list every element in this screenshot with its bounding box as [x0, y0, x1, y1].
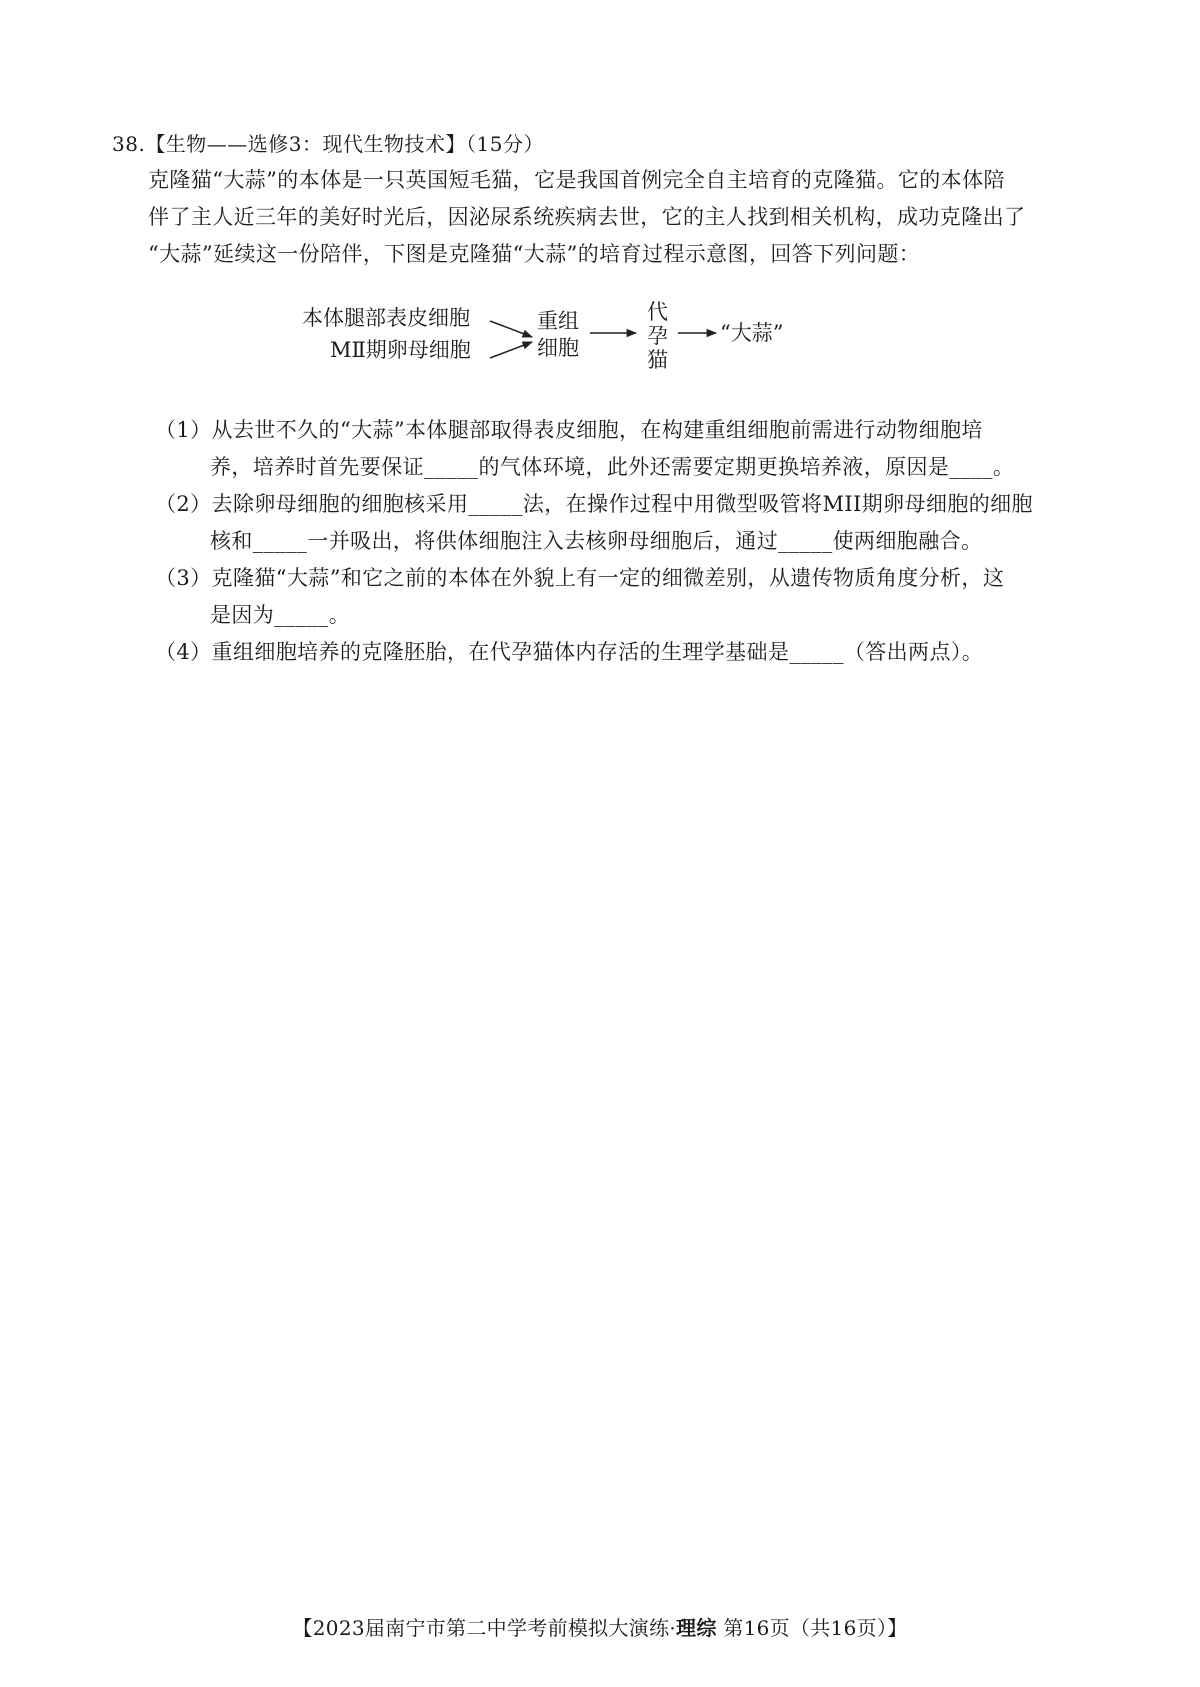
- subquestion-line: 养，培养时首先要保证_____的气体环境，此外还需要定期更换培养液，原因是____。: [210, 455, 1015, 479]
- subquestion-line: （1）从去世不久的“大蒜”本体腿部取得表皮细胞，在构建重组细胞前需进行动物细胞培: [155, 418, 983, 442]
- question-title: [112, 128, 544, 157]
- footer-page-number: 第16页（共16页）】: [723, 1616, 908, 1640]
- subquestion-line: （2）去除卵母细胞的细胞核采用_____法，在操作过程中用微型吸管将MII期卵母细胞的细胞: [155, 492, 1033, 516]
- footer-subject: 理综: [676, 1616, 717, 1640]
- arrow-source-2: [490, 342, 532, 358]
- intro-line: 克隆猫“大蒜”的本体是一只英国短毛猫，它是我国首例完全自主培育的克隆猫。它的本体陪: [148, 168, 1005, 192]
- diagram-recombinant-cell-line2: 细胞: [537, 336, 579, 360]
- subquestion-line: 核和_____一并吸出，将供体细胞注入去核卵母细胞后，通过_____使两细胞融合。: [210, 529, 983, 553]
- diagram-surrogate-line2: 孕: [647, 324, 668, 348]
- subquestion-line: （4）重组细胞培养的克隆胚胎，在代孕猫体内存活的生理学基础是_____（答出两点）。: [155, 640, 984, 664]
- diagram-result: “大蒜”: [720, 321, 784, 345]
- intro-line: 伴了主人近三年的美好时光后，因泌尿系统疾病去世，它的主人找到相关机构，成功克隆出了: [148, 205, 1026, 229]
- page-footer: [0, 1612, 1200, 1641]
- diagram-recombinant-cell-line1: 重组: [537, 309, 579, 333]
- question-number: 38.: [112, 132, 146, 156]
- footer-exam-name: 【2023届南宁市第二中学考前模拟大演练·: [292, 1616, 677, 1640]
- intro-line: “大蒜”延续这一份陪伴，下图是克隆猫“大蒜”的培育过程示意图，回答下列问题：: [148, 242, 921, 266]
- subquestion-line: （3）克隆猫“大蒜”和它之前的本体在外貌上有一定的细微差别，从遗传物质角度分析，这: [155, 566, 1005, 590]
- question-intro: [148, 162, 1093, 273]
- subquestion-2: [155, 486, 1033, 560]
- question-heading: 【生物——选修3：现代生物技术】（15分）: [145, 132, 544, 156]
- subquestion-1: [155, 412, 1014, 486]
- subquestion-4: [155, 634, 983, 671]
- cloning-process-diagram: [302, 300, 880, 408]
- subquestion-line: 是因为_____。: [210, 603, 351, 627]
- diagram-surrogate-line3: 猫: [647, 348, 668, 372]
- diagram-source-oocyte: MⅡ期卵母细胞: [330, 338, 471, 362]
- diagram-surrogate-line1: 代: [647, 300, 668, 324]
- arrow-source-1: [490, 321, 532, 337]
- subquestion-3: [155, 560, 1004, 634]
- diagram-source-skin-cell: 本体腿部表皮细胞: [302, 306, 470, 330]
